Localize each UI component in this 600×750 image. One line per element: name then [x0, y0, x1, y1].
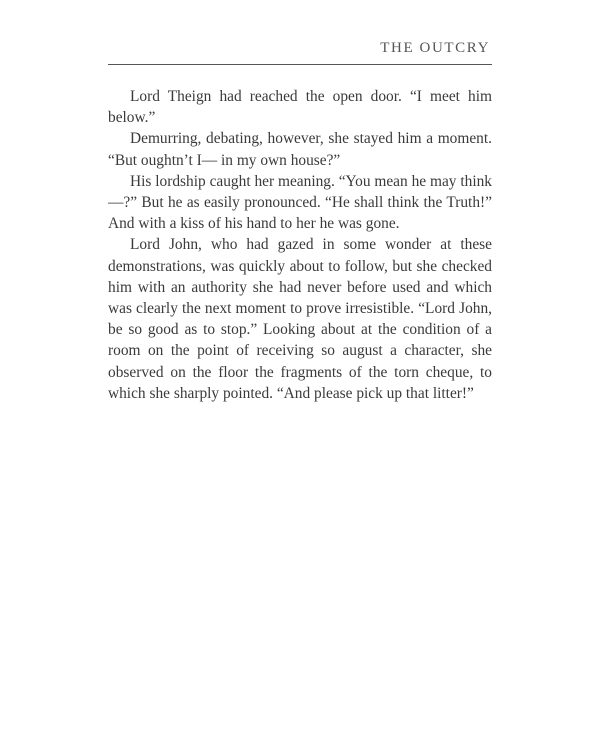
paragraph: Demurring, debating, however, she stayed him a moment. “But oughtn’t I— in my own house?” — [108, 130, 492, 169]
paragraph: His lordship caught her meaning. “You mean he may think —?” But he as easily pronounced. “He shall think the Truth!” And with a kiss of his hand to her he was gone. — [108, 172, 492, 233]
paragraph: Lord Theign had reached the open door. “I meet him below.” — [108, 88, 492, 127]
body-text — [108, 86, 492, 404]
paragraph: Lord John, who had gazed in some wonder at these demonstrations, was quickly about to follow, but she checked him with an authority she had never before used and which was clearly the next moment to prove irresistible. “Lord John, be so good as to stop.” Looking about at the condition of a room on the point of receiving so august a character, she observed on the floor the fragments of the torn cheque, to which she sharply pointed. “And please pick up that litter!” — [108, 236, 492, 402]
running-header — [108, 40, 492, 65]
running-head-title: THE OUTCRY — [380, 40, 490, 56]
